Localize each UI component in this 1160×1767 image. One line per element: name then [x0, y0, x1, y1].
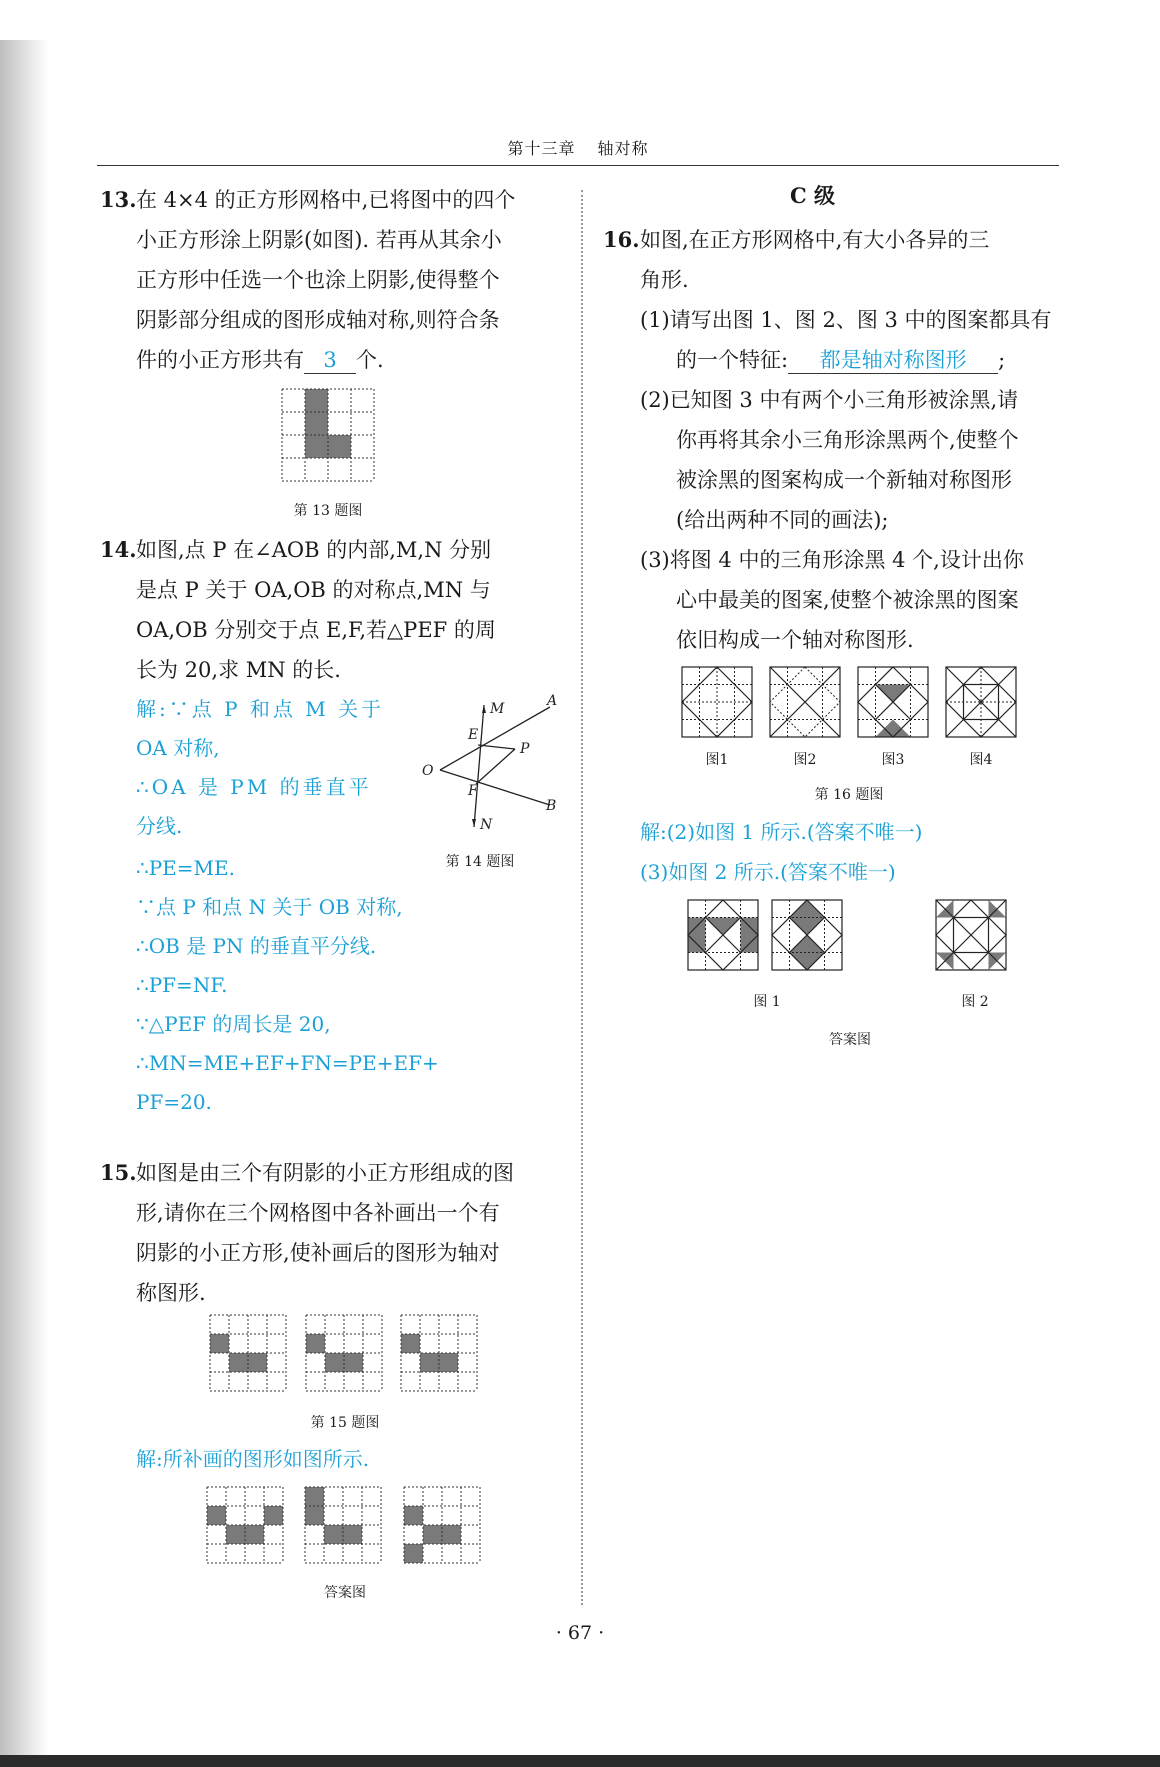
- q16-answer-fig1b: [772, 900, 842, 970]
- q16-fig-label: 图3: [881, 752, 905, 768]
- q16-fig2: [770, 667, 840, 737]
- q16-part1-suffix: ;: [998, 348, 1006, 372]
- q13-last-suffix: 个.: [356, 348, 384, 372]
- page-number: · 67 ·: [555, 1622, 605, 1644]
- q14-solution-line: ∴OB 是 PN 的垂直平分线.: [136, 934, 377, 958]
- q16-answer-blank: 都是轴对称图形: [788, 347, 998, 374]
- label-F: F: [468, 783, 478, 799]
- bottom-bar: [0, 1755, 1160, 1767]
- q14-solution-line: ∴MN=ME+EF+FN=PE+EF+: [136, 1051, 439, 1075]
- q14-geometry-figure: [420, 695, 560, 845]
- q15-caption: 第 15 题图: [310, 1415, 380, 1431]
- q16-part2-line: 你再将其余小三角形涂黑两个,使整个: [676, 428, 1019, 452]
- q16-fig-label: 图4: [969, 752, 993, 768]
- page-corner: [0, 0, 48, 40]
- tick-N: [472, 819, 476, 827]
- label-A: A: [547, 693, 558, 709]
- q13-line: 正方形中任选一个也涂上阴影,使得整个: [136, 268, 500, 292]
- ray-OB: [440, 770, 550, 805]
- q16-caption: 第 16 题图: [814, 787, 884, 803]
- shaded-cell: [305, 389, 328, 458]
- q14-solution-line: ∴OA 是 PM 的垂直平: [136, 775, 372, 799]
- running-header: [97, 136, 1059, 159]
- tick-M: [482, 705, 486, 713]
- q16-answer-fig1a: [688, 900, 758, 970]
- q14-solution-line: ∵点 P 和点 N 关于 OB 对称,: [136, 895, 403, 919]
- q16-answer-fig-label: 图 1: [753, 994, 781, 1010]
- q16-line: 角形.: [640, 268, 689, 292]
- q16-fig-label: 图2: [793, 752, 817, 768]
- q15-number: 15.: [100, 1160, 137, 1185]
- label-P: P: [520, 741, 530, 757]
- q16-answer-fig2: [936, 900, 1006, 970]
- label-B: B: [546, 798, 557, 814]
- q16-solution-line: (3)如图 2 所示.(答案不唯一): [640, 860, 896, 884]
- q16-fig-label: 图1: [705, 752, 729, 768]
- label-N: N: [480, 817, 493, 833]
- q15-answer-figures: [207, 1487, 487, 1567]
- q16-number: 16.: [603, 227, 640, 252]
- column-divider: [581, 190, 583, 1605]
- label-M: M: [490, 701, 505, 717]
- q14-solution-line: 解:∵点 P 和点 M 关于: [136, 697, 385, 721]
- segment-PF: [476, 749, 515, 784]
- q13-last-line: [136, 340, 384, 380]
- q16-solution-line: 解:(2)如图 1 所示.(答案不唯一): [640, 820, 923, 844]
- q16-part3-line: (3)将图 4 中的三角形涂黑 4 个,设计出你: [640, 548, 1024, 572]
- q15-line: 阴影的小正方形,使补画后的图形为轴对: [136, 1241, 500, 1265]
- q14-solution-line: 分线.: [136, 814, 183, 838]
- page-edge-shadow: [0, 0, 48, 1767]
- q16-answer-caption: 答案图: [829, 1032, 871, 1048]
- q16-fig1: [682, 667, 752, 737]
- q16-fig4: [946, 667, 1016, 737]
- q13-last-text: 件的小正方形共有: [136, 348, 304, 372]
- q16-part2-line: (2)已知图 3 中有两个小三角形被涂黑,请: [640, 388, 1019, 412]
- q14-line: 长为 20,求 MN 的长.: [136, 658, 341, 682]
- q15-grid-figures: [210, 1315, 480, 1395]
- q15-line: 称图形.: [136, 1281, 206, 1305]
- q16-part2-line: 被涂黑的图案构成一个新轴对称图形: [676, 468, 1012, 492]
- q14-solution-line: OA 对称,: [136, 736, 220, 760]
- q13-line: 阴影部分组成的图形成轴对称,则符合条: [136, 308, 500, 332]
- q16-part2-line: (给出两种不同的画法);: [676, 508, 889, 532]
- q16-part3-line: 依旧构成一个轴对称图形.: [676, 628, 914, 652]
- q13-answer-blank: 3: [304, 347, 356, 374]
- q14-solution-line: ∴PF=NF.: [136, 973, 228, 997]
- segment-MN: [474, 705, 484, 827]
- q14-solution-line: PF=20.: [136, 1090, 212, 1114]
- chapter-label: 第十三章: [507, 139, 576, 158]
- q16-part1-text: 的一个特征:: [676, 348, 789, 372]
- label-E: E: [468, 727, 479, 743]
- q16-figures: [682, 667, 1022, 742]
- segment-EP: [478, 745, 515, 749]
- chapter-topic: 轴对称: [597, 139, 649, 158]
- q13-line: 在 4×4 的正方形网格中,已将图中的四个: [136, 188, 516, 212]
- q14-number: 14.: [100, 537, 137, 562]
- label-O: O: [422, 763, 434, 779]
- q13-line: 小正方形涂上阴影(如图). 若再从其余小: [136, 228, 502, 252]
- q15-line: 如图是由三个有阴影的小正方形组成的图: [136, 1161, 514, 1185]
- q16-answer-fig-label: 图 2: [961, 994, 989, 1010]
- q16-fig3: [858, 667, 928, 737]
- q15-solution: 解:所补画的图形如图所示.: [136, 1447, 370, 1471]
- q13-caption: 第 13 题图: [293, 503, 363, 519]
- q16-part1-last: [676, 340, 1005, 380]
- q16-line: 如图,在正方形网格中,有大小各异的三: [640, 228, 990, 252]
- shaded-cell: [328, 435, 351, 458]
- q14-caption: 第 14 题图: [445, 854, 515, 870]
- q14-line: OA,OB 分别交于点 E,F,若△PEF 的周: [136, 618, 496, 642]
- q16-answer-figures: [688, 900, 1013, 975]
- q14-line: 如图,点 P 在∠AOB 的内部,M,N 分别: [136, 538, 492, 562]
- q13-grid-figure: [282, 389, 374, 481]
- q15-answer-caption: 答案图: [324, 1585, 366, 1601]
- level-heading: C 级: [790, 183, 836, 208]
- q14-solution-line: ∴PE=ME.: [136, 856, 235, 880]
- q16-part3-line: 心中最美的图案,使整个被涂黑的图案: [676, 588, 1019, 612]
- q14-line: 是点 P 关于 OA,OB 的对称点,MN 与: [136, 578, 491, 602]
- q15-line: 形,请你在三个网格图中各补画出一个有: [136, 1201, 500, 1225]
- q14-solution-line: ∵△PEF 的周长是 20,: [136, 1012, 331, 1036]
- header-rule: [97, 165, 1059, 166]
- q16-part1-line: (1)请写出图 1、图 2、图 3 中的图案都具有: [640, 308, 1052, 332]
- q13-number: 13.: [100, 187, 137, 212]
